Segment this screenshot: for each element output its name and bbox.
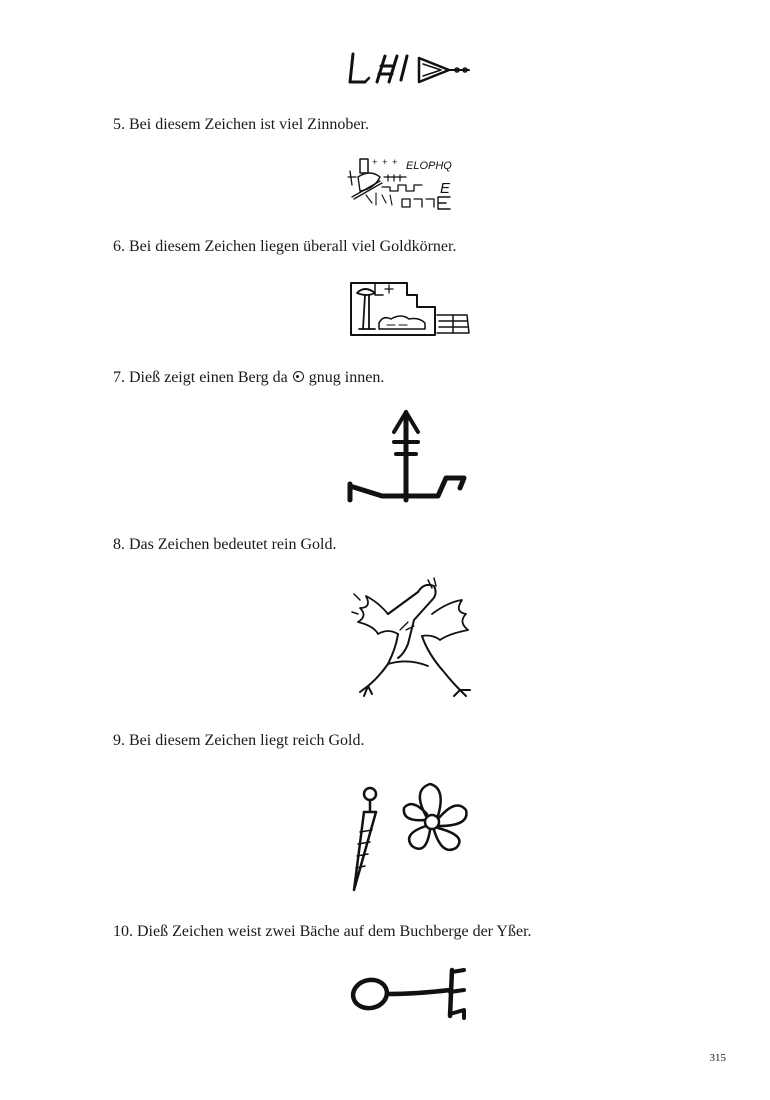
caption-sign-6: 6. Bei diesem Zeichen liegen überall viel Goldkörner. — [113, 238, 457, 255]
svg-text:+: + — [382, 157, 388, 167]
svg-text:E: E — [440, 180, 451, 197]
caption-sign-10: 10. Dieß Zeichen weist zwei Bäche auf dem Buchberge der Yßer. — [113, 923, 532, 940]
sign-5-cinnabar — [346, 155, 480, 215]
caption-sign-7-text-a: 7. Dieß zeigt einen Berg da — [113, 369, 288, 386]
caption-sign-7 — [113, 368, 384, 388]
sun-gold-symbol-icon — [293, 371, 304, 382]
sign-10-two-brooks — [346, 962, 476, 1024]
caption-sign-9: 9. Bei diesem Zeichen liegt reich Gold. — [113, 732, 365, 749]
caption-sign-7-text-b: gnug innen. — [308, 369, 385, 386]
caption-sign-5: 5. Bei diesem Zeichen ist viel Zinnober. — [113, 116, 369, 133]
sign-8-winged-bird — [348, 574, 478, 704]
svg-text:+: + — [392, 157, 398, 167]
page-number: 315 — [709, 1052, 726, 1064]
sign-6-gold-grains — [345, 277, 475, 339]
caption-sign-8: 8. Das Zeichen bedeutet rein Gold. — [113, 536, 337, 553]
svg-text:ELOPHQ: ELOPHQ — [406, 160, 452, 172]
sign-9-dagger-flower — [350, 776, 474, 900]
sign-top-arrow-ladder — [345, 48, 475, 90]
svg-text:+: + — [372, 157, 378, 167]
sign-7-mountain — [346, 404, 476, 506]
